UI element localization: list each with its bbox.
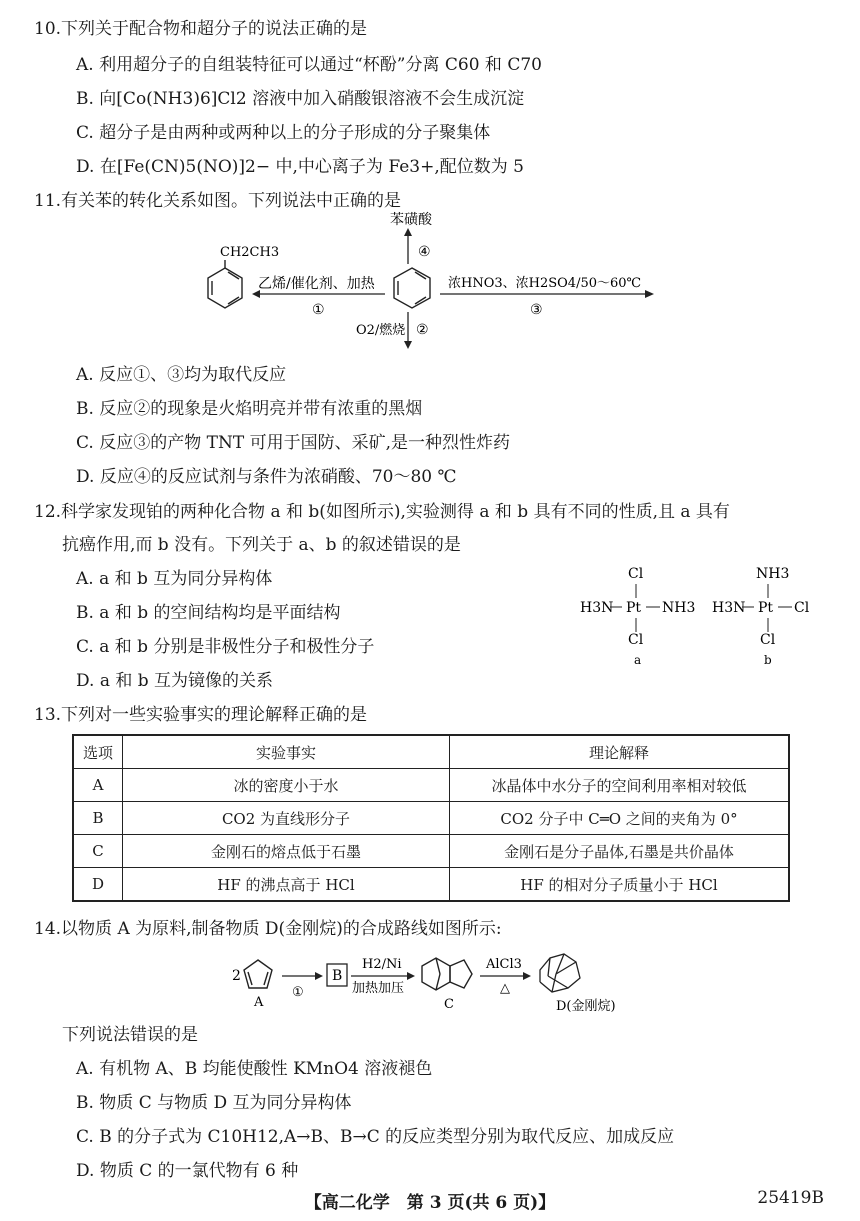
table-row — [73, 868, 789, 902]
b-left: H3N — [712, 600, 746, 616]
q11-stem: 11.有关苯的转化关系如图。下列说法中正确的是 — [34, 191, 402, 211]
arrow3-number: ③ — [530, 302, 543, 318]
arrowhead-icon — [404, 228, 412, 236]
row-explanation: HF 的相对分子质量小于 HCl — [450, 868, 790, 902]
q11-option-d: D. 反应④的反应试剂与条件为浓硝酸、70～80 ℃ — [76, 467, 457, 487]
q10-option-c: C. 超分子是由两种或两种以上的分子形成的分子聚集体 — [76, 123, 491, 143]
arrow2-label: O2/燃烧 — [356, 323, 406, 338]
arrow1-number: ① — [312, 302, 325, 318]
row-explanation: 金刚石是分子晶体,石墨是共价晶体 — [450, 835, 790, 868]
b-label: b — [764, 653, 772, 667]
arrow2-number: ② — [416, 322, 429, 338]
arrow4-number: ④ — [418, 244, 431, 260]
arrow3-label: 浓HNO3、浓H2SO4/50～60℃ — [448, 276, 642, 291]
q14-option-c: C. B 的分子式为 C10H12,A→B、B→C 的反应类型分别为取代反应、加成反应 — [76, 1127, 675, 1147]
compound-c-structure — [422, 958, 472, 990]
b-center: Pt — [758, 600, 774, 616]
q14-option-a: A. 有机物 A、B 均能使酸性 KMnO4 溶液褪色 — [76, 1059, 433, 1079]
a-top: Cl — [628, 566, 644, 582]
q12-stem-line1: 12.科学家发现铂的两种化合物 a 和 b(如图所示),实验测得 a 和 b 具有不同的性质,且 a 具有 — [34, 502, 730, 522]
q14-synthesis-diagram — [230, 948, 650, 1020]
q10-option-a: A. 利用超分子的自组装特征可以通过“杯酚”分离 C60 和 C70 — [76, 55, 542, 75]
step1-number: ① — [292, 985, 304, 1000]
q13-table — [72, 734, 790, 902]
top-product-label: 苯磺酸 — [390, 212, 432, 228]
header-fact: 实验事实 — [123, 735, 450, 769]
q12-option-a: A. a 和 b 互为同分异构体 — [76, 569, 273, 589]
header-explanation: 理论解释 — [450, 735, 790, 769]
a-right: NH3 — [662, 600, 696, 616]
step2-bottom-label: 加热加压 — [352, 981, 405, 996]
table-header-row — [73, 735, 789, 769]
row-explanation: CO2 分子中 C═O 之间的夹角为 0° — [450, 802, 790, 835]
q11-option-b: B. 反应②的现象是火焰明亮并带有浓重的黑烟 — [76, 399, 423, 419]
page-footer: 【高二化学 第 3 页(共 6 页)】 — [304, 1193, 556, 1213]
q11-option-a: A. 反应①、③均为取代反应 — [76, 365, 287, 385]
row-fact: HF 的沸点高于 HCl — [123, 868, 450, 902]
table-row — [73, 835, 789, 868]
arrow1-label: 乙烯/催化剂、加热 — [258, 276, 375, 292]
a-center: Pt — [626, 600, 642, 616]
b-right: Cl — [794, 600, 810, 616]
q14-option-b: B. 物质 C 与物质 D 互为同分异构体 — [76, 1093, 352, 1113]
row-explanation: 冰晶体中水分子的空间利用率相对较低 — [450, 769, 790, 802]
row-fact: 金刚石的熔点低于石墨 — [123, 835, 450, 868]
b-top: NH3 — [756, 566, 790, 582]
a-label: a — [634, 653, 642, 667]
ethyl-group-label: CH2CH3 — [220, 245, 280, 260]
arrowhead-icon — [645, 290, 654, 298]
q12-option-c: C. a 和 b 分别是非极性分子和极性分子 — [76, 637, 375, 657]
q12-option-d: D. a 和 b 互为镜像的关系 — [76, 671, 274, 691]
q11-option-c: C. 反应③的产物 TNT 可用于国防、采矿,是一种烈性炸药 — [76, 433, 510, 453]
arrowhead-icon — [315, 972, 323, 980]
row-fact: 冰的密度小于水 — [123, 769, 450, 802]
benzene-structure — [394, 268, 430, 308]
label-a: A — [254, 995, 264, 1010]
arrowhead-icon — [523, 972, 531, 980]
coefficient: 2 — [232, 968, 241, 984]
label-d: D(金刚烷) — [556, 999, 616, 1014]
row-label: D — [73, 868, 123, 902]
q12-platinum-structures — [576, 560, 816, 672]
q12-option-b: B. a 和 b 的空间结构均是平面结构 — [76, 603, 341, 623]
header-option: 选项 — [73, 735, 123, 769]
q13-stem: 13.下列对一些实验事实的理论解释正确的是 — [34, 705, 368, 725]
structure-a — [580, 566, 695, 667]
arrowhead-icon — [404, 341, 412, 349]
q14-stem: 14.以物质 A 为原料,制备物质 D(金刚烷)的合成路线如图所示: — [34, 919, 502, 939]
q14-option-d: D. 物质 C 的一氯代物有 6 种 — [76, 1161, 299, 1181]
step3-bottom-label: △ — [500, 981, 510, 996]
step2-top-label: H2/Ni — [362, 957, 402, 972]
row-fact: CO2 为直线形分子 — [123, 802, 450, 835]
a-left: H3N — [580, 600, 614, 616]
arrowhead-icon — [407, 972, 415, 980]
cyclopentadiene-structure — [244, 960, 272, 988]
structure-b — [712, 566, 810, 667]
q14-sub-stem: 下列说法错误的是 — [62, 1025, 198, 1045]
label-c: C — [444, 997, 454, 1012]
table-row — [73, 802, 789, 835]
row-label: A — [73, 769, 123, 802]
table-row — [73, 769, 789, 802]
q10-option-d: D. 在[Fe(CN)5(NO)]2− 中,中心离子为 Fe3+,配位数为 5 — [76, 157, 524, 177]
row-label: B — [73, 802, 123, 835]
b-bottom: Cl — [760, 632, 776, 648]
q10-stem: 10.下列关于配合物和超分子的说法正确的是 — [34, 19, 368, 39]
q10-option-b: B. 向[Co(NH3)6]Cl2 溶液中加入硝酸银溶液不会生成沉淀 — [76, 89, 525, 109]
q12-stem-line2: 抗癌作用,而 b 没有。下列关于 a、b 的叙述错误的是 — [62, 535, 461, 555]
adamantane-structure — [540, 954, 580, 992]
q11-benzene-diagram — [190, 210, 670, 352]
step3-top-label: AlCl3 — [486, 957, 522, 972]
a-bottom: Cl — [628, 632, 644, 648]
box-b-label: B — [332, 968, 343, 984]
ethylbenzene-structure — [208, 260, 242, 308]
exam-code: 25419B — [757, 1188, 824, 1208]
row-label: C — [73, 835, 123, 868]
